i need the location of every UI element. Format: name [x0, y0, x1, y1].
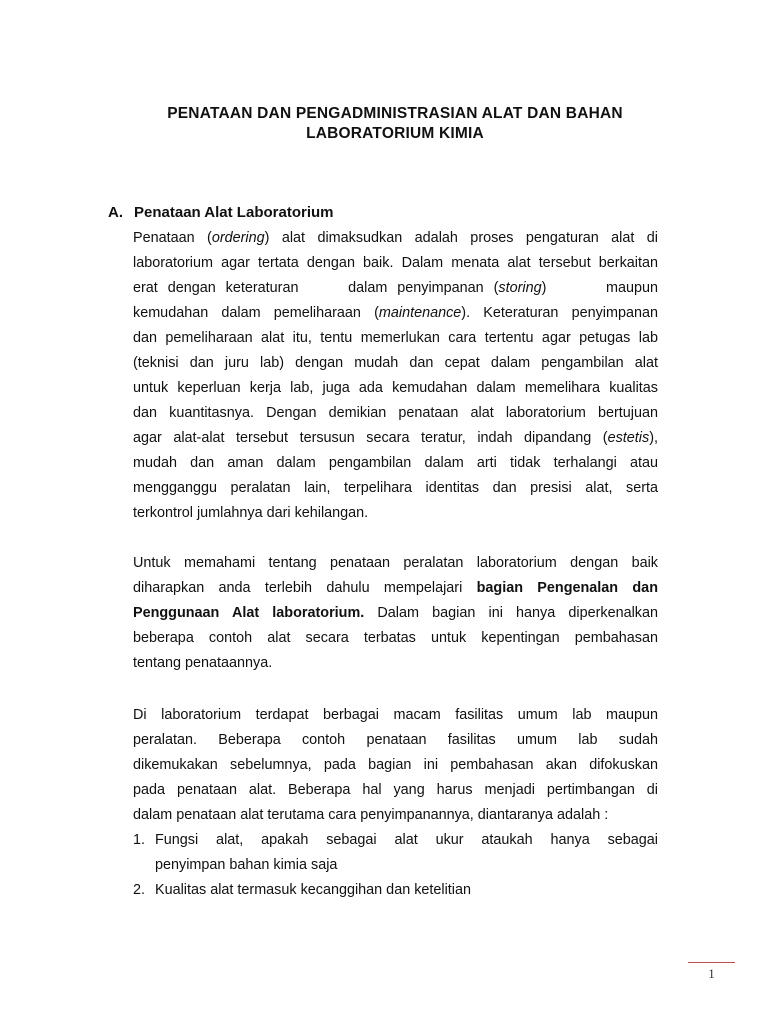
section-heading-text: Penataan Alat Laboratorium	[134, 204, 334, 221]
footer-divider	[688, 962, 735, 963]
list-line: Kualitas alat termasuk kecanggihan dan ketelitian	[155, 882, 471, 898]
page-number: 1	[708, 966, 715, 981]
paragraph-2	[133, 551, 658, 676]
text-run: ),	[649, 430, 658, 446]
title-line-1: PENATAAN DAN PENGADMINISTRASIAN ALAT DAN BAHAN	[167, 105, 623, 122]
bold-term: bagian Pengenalan dan	[476, 580, 658, 596]
paragraph-line: mudah dan aman dalam pengambilan dalam arti tidak terhalangi atau	[133, 455, 658, 471]
paragraph-line	[133, 426, 658, 451]
document-title	[100, 104, 690, 144]
consideration-list	[133, 828, 658, 903]
list-line: penyimpan bahan kimia saja	[155, 857, 338, 873]
paragraph-line	[133, 601, 658, 626]
text-run: Dalam bagian ini hanya diperkenalkan	[364, 605, 658, 621]
text-run: ). Keteraturan penyimpanan	[461, 305, 658, 321]
title-line-2: LABORATORIUM KIMIA	[306, 125, 484, 142]
list-number: 1.	[133, 832, 146, 848]
paragraph-line: terkontrol jumlahnya dari kehilangan.	[133, 505, 369, 521]
italic-term: ordering	[211, 230, 265, 246]
paragraph-line	[133, 301, 658, 326]
paragraph-line: pada penataan alat. Beberapa hal yang harus menjadi pertimbangan di	[133, 782, 658, 798]
paragraph-line: Untuk memahami tentang penataan peralatan laboratorium dengan baik	[133, 555, 658, 571]
paragraph-line: dan kuantitasnya. Dengan demikian penataan alat laboratorium bertujuan	[133, 405, 658, 421]
italic-term: storing	[498, 280, 542, 296]
text-run: kemudahan dalam pemeliharaan (	[133, 305, 379, 321]
list-number: 2.	[133, 882, 146, 898]
list-line: Fungsi alat, apakah sebagai alat ukur ataukah hanya sebagai	[155, 832, 658, 848]
paragraph-line	[133, 226, 658, 251]
italic-term: maintenance	[378, 305, 462, 321]
paragraph-line: dikemukakan sebelumnya, pada bagian ini pembahasan akan difokuskan	[133, 757, 658, 773]
bold-term: Penggunaan Alat laboratorium.	[133, 605, 365, 621]
text-run: agar alat-alat tersebut tersusun secara teratur, indah dipandang (	[133, 430, 608, 446]
section-letter: A.	[108, 204, 123, 221]
paragraph-line: tentang penataannya.	[133, 655, 273, 671]
paragraph-line	[133, 576, 658, 601]
paragraph-line: dan pemeliharaan alat itu, tentu memerlukan cara tertentu agar petugas lab	[133, 330, 658, 346]
text-run: erat dengan keteraturan dalam penyimpanan (	[133, 280, 499, 296]
list-item	[133, 878, 658, 903]
text-run: ) maupun	[541, 280, 658, 296]
text-run: ) alat dimaksudkan adalah proses pengaturan alat di	[264, 230, 658, 246]
section-heading	[108, 203, 333, 223]
paragraph-line: mengganggu peralatan lain, terpelihara identitas dan presisi alat, serta	[133, 480, 658, 496]
paragraph-3	[133, 703, 658, 828]
paragraph-line: untuk keperluan kerja lab, juga ada kemudahan dalam memelihara kualitas	[133, 380, 658, 396]
paragraph-line: Di laboratorium terdapat berbagai macam fasilitas umum lab maupun	[133, 707, 658, 723]
italic-term: estetis	[607, 430, 650, 446]
paragraph-line: (teknisi dan juru lab) dengan mudah dan cepat dalam pengambilan alat	[133, 355, 658, 371]
list-item	[133, 828, 658, 878]
text-run: Penataan (	[133, 230, 212, 246]
text-run: diharapkan anda terlebih dahulu mempelajari	[133, 580, 477, 596]
paragraph-line: dalam penataan alat terutama cara penyimpanannya, diantaranya adalah :	[133, 807, 609, 823]
paragraph-1	[133, 226, 658, 526]
paragraph-line: beberapa contoh alat secara terbatas untuk kepentingan pembahasan	[133, 630, 658, 646]
paragraph-line: laboratorium agar tertata dengan baik. Dalam menata alat tersebut berkaitan	[133, 255, 658, 271]
paragraph-line	[133, 276, 658, 301]
paragraph-line: peralatan. Beberapa contoh penataan fasilitas umum lab sudah	[133, 732, 658, 748]
